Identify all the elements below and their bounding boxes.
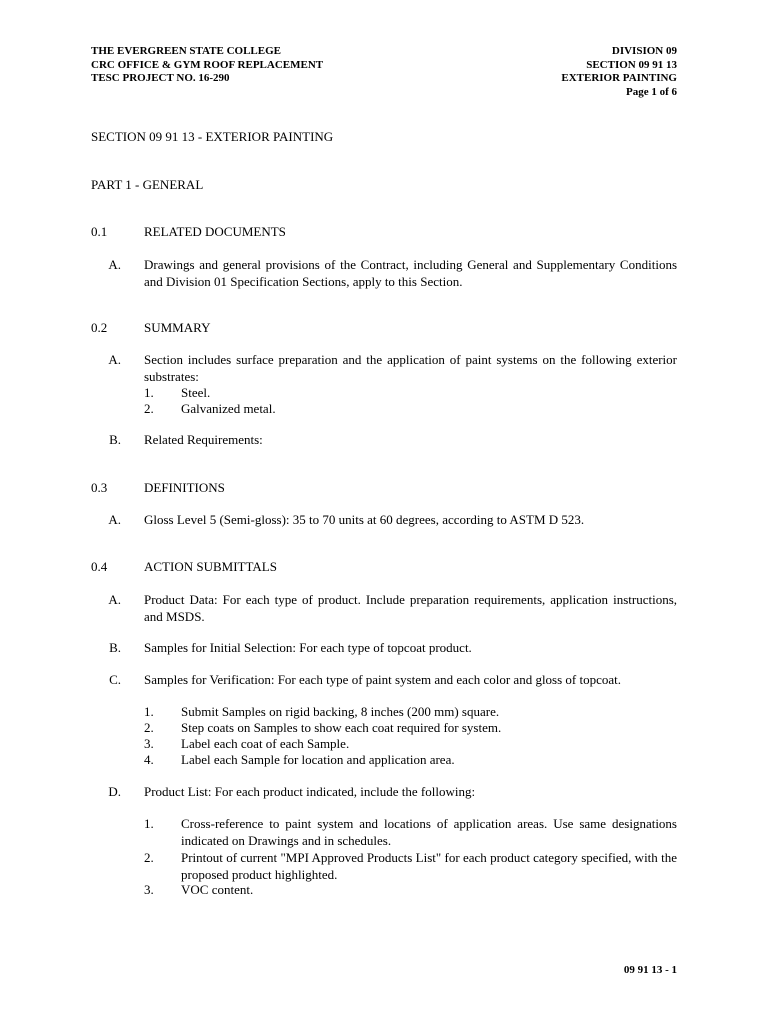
paragraph-letter: B. bbox=[109, 640, 121, 655]
article-number: 0.1 bbox=[91, 224, 108, 239]
list-item-number: 2. bbox=[144, 850, 154, 865]
list-item-number: 1. bbox=[144, 816, 154, 831]
list-item-text: Galvanized metal. bbox=[181, 401, 276, 416]
header-section-name: EXTERIOR PAINTING bbox=[561, 72, 677, 84]
paragraph-letter: A. bbox=[108, 512, 121, 527]
paragraph-letter: A. bbox=[108, 352, 121, 367]
list-item-text: Printout of current "MPI Approved Products List" for each product category specified, with the proposed product highlighted. bbox=[181, 850, 677, 882]
header-division: DIVISION 09 bbox=[611, 45, 677, 57]
list-item-number: 4. bbox=[144, 752, 154, 767]
paragraph-text: Related Requirements: bbox=[144, 432, 263, 447]
list-item-text: Cross-reference to paint system and locations of application areas. Use same designations indicated on Drawings and in schedules. bbox=[181, 816, 677, 848]
header-section-info bbox=[561, 45, 677, 99]
paragraph-text: Samples for Verification: For each type of paint system and each color and gloss of topcoat. bbox=[144, 672, 622, 687]
paragraph-text: Product List: For each product indicated, include the following: bbox=[144, 784, 476, 799]
article-number: 0.2 bbox=[91, 320, 108, 335]
paragraph-text: Samples for Initial Selection: For each type of topcoat product. bbox=[144, 640, 472, 655]
header-project-info bbox=[91, 45, 323, 86]
section-title: SECTION 09 91 13 - EXTERIOR PAINTING bbox=[91, 129, 334, 144]
paragraph-text: Drawings and general provisions of the Contract, including General and Supplementary Conditions and Division 01 Specification Sections, apply to this Section. bbox=[144, 257, 677, 289]
list-item-number: 3. bbox=[144, 736, 154, 751]
paragraph-letter: A. bbox=[108, 257, 121, 272]
article-number: 0.3 bbox=[91, 480, 108, 495]
paragraph-text: Product Data: For each type of product. Include preparation requirements, application instructions, and MSDS. bbox=[144, 592, 677, 624]
article-title: RELATED DOCUMENTS bbox=[144, 224, 286, 239]
header-project-number: TESC PROJECT NO. 16-290 bbox=[91, 72, 230, 84]
list-item-number: 2. bbox=[144, 401, 154, 416]
list-item-number: 1. bbox=[144, 385, 154, 400]
list-item-number: 2. bbox=[144, 720, 154, 735]
article-title: ACTION SUBMITTALS bbox=[144, 559, 277, 574]
list-item-text: Submit Samples on rigid backing, 8 inches (200 mm) square. bbox=[181, 704, 500, 719]
list-item-number: 3. bbox=[144, 882, 154, 897]
header-section: SECTION 09 91 13 bbox=[586, 58, 677, 71]
paragraph-letter: B. bbox=[109, 432, 121, 447]
paragraph-letter: C. bbox=[109, 672, 121, 687]
list-item-text: Label each coat of each Sample. bbox=[181, 736, 350, 751]
list-item-text: Step coats on Samples to show each coat required for system. bbox=[181, 720, 502, 735]
header-project-name: CRC OFFICE & GYM ROOF REPLACEMENT bbox=[91, 58, 324, 71]
header-page-number: Page 1 of 6 bbox=[625, 85, 677, 98]
list-item-text: VOC content. bbox=[181, 882, 254, 897]
page-footer: 09 91 13 - 1 bbox=[623, 964, 677, 976]
list-item-number: 1. bbox=[144, 704, 154, 719]
header-college: THE EVERGREEN STATE COLLEGE bbox=[91, 45, 282, 57]
article-number: 0.4 bbox=[91, 559, 108, 574]
list-item-text: Label each Sample for location and application area. bbox=[181, 752, 455, 767]
paragraph-text: Gloss Level 5 (Semi-gloss): 35 to 70 units at 60 degrees, according to ASTM D 523. bbox=[144, 512, 585, 527]
part-title: PART 1 - GENERAL bbox=[91, 177, 204, 192]
paragraph-letter: D. bbox=[108, 784, 121, 799]
list-item-text: Steel. bbox=[181, 385, 211, 400]
article-title: SUMMARY bbox=[144, 320, 211, 335]
paragraph-text: Section includes surface preparation and the application of paint systems on the following exterior substrates: bbox=[144, 352, 677, 384]
paragraph-letter: A. bbox=[108, 592, 121, 607]
article-title: DEFINITIONS bbox=[144, 480, 225, 495]
